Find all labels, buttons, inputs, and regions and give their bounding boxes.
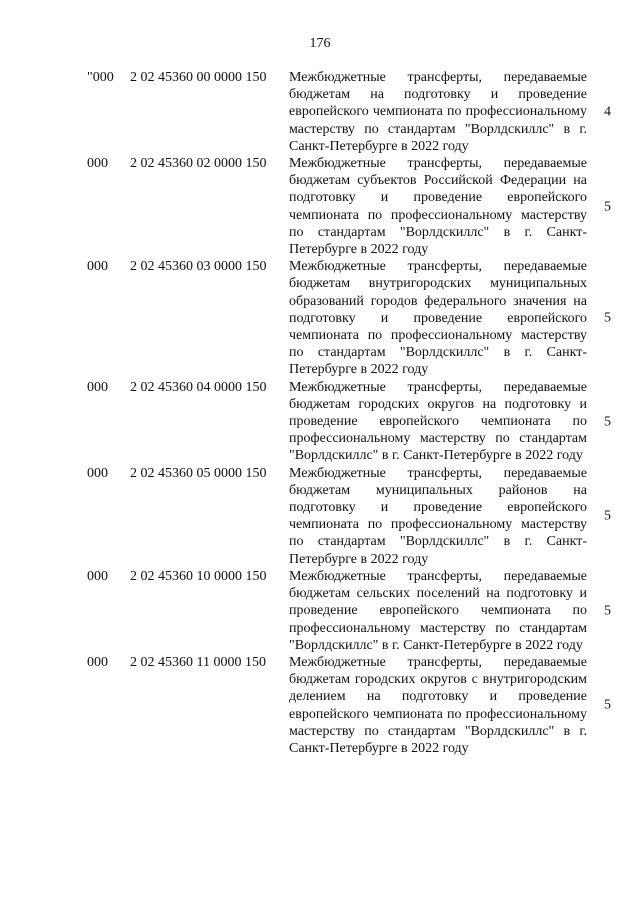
row-description: Межбюджетные трансферты, передаваемые бюджетам на подготовку и проведение европейского чемпионата по профессиональному мастерству по стандартам "Ворлдскиллс" в г. Санкт-Петербурге в 2022 году: [289, 70, 587, 154]
budget-code-table: [0, 69, 640, 757]
row-amount: 5: [604, 508, 611, 524]
table-row: [0, 155, 640, 258]
row-description: Межбюджетные трансферты, передаваемые бюджетам внутригородских муниципальных образований городов федерального значения на подготовку и проведение европейского чемпионата по профессиональному мастерству по стандартам "Ворлдскиллс" в г. Санкт-Петербурге в 2022 году: [289, 259, 587, 378]
row-amount: 5: [604, 414, 611, 430]
row-amount: 5: [604, 198, 611, 214]
table-row: [0, 258, 640, 378]
budget-classification-code: 2 02 45360 00 0000 150: [130, 70, 267, 85]
row-description: Межбюджетные трансферты, передаваемые бюджетам муниципальных районов на подготовку и проведение европейского чемпионата по профессиональному мастерству по стандартам "Ворлдскиллс" в г. Санкт-Петербурге в 2022 году: [289, 465, 587, 567]
table-row: [0, 654, 640, 757]
budget-classification-code: 2 02 45360 10 0000 150: [130, 568, 267, 584]
row-description: Межбюджетные трансферты, передаваемые бюджетам субъектов Российской Федерации на подготовку и проведение европейского чемпионата по профессиональному мастерству по стандартам "Ворлдскиллс" в г. Санкт-Петербурге в 2022 году: [289, 156, 587, 258]
budget-classification-code: 2 02 45360 04 0000 150: [130, 379, 267, 395]
budget-classification-code: 2 02 45360 05 0000 150: [130, 465, 267, 481]
budget-classification-code: 2 02 45360 11 0000 150: [130, 654, 266, 670]
row-description: Межбюджетные трансферты, передаваемые бюджетам городских округов с внутригородским делением на подготовку и проведение европейского чемпионата по профессиональному мастерству по стандартам "Ворлдскиллс" в г. Санкт-Петербурге в 2022 году: [289, 654, 587, 756]
admin-code: 000: [87, 156, 108, 172]
table-row: [0, 379, 640, 465]
admin-code: "000: [87, 70, 114, 85]
budget-classification-code: 2 02 45360 03 0000 150: [130, 259, 267, 275]
budget-classification-code: 2 02 45360 02 0000 150: [130, 156, 267, 172]
row-amount: 5: [604, 310, 611, 326]
admin-code: 000: [87, 259, 108, 275]
table-row: [0, 465, 640, 568]
admin-code: 000: [87, 379, 108, 395]
admin-code: 000: [87, 568, 108, 584]
row-amount: 4: [604, 104, 611, 120]
admin-code: 000: [87, 465, 108, 481]
table-row: [0, 568, 640, 654]
row-amount: 5: [604, 697, 611, 713]
row-description: Межбюджетные трансферты, передаваемые бюджетам городских округов на подготовку и проведение европейского чемпионата по профессиональному мастерству по стандартам "Ворлдскиллс" в г. Санкт-Петербурге в 2022 году: [289, 379, 587, 464]
table-row: [0, 69, 640, 155]
row-amount: 5: [604, 603, 611, 619]
row-description: Межбюджетные трансферты, передаваемые бюджетам сельских поселений на подготовку и проведение европейского чемпионата по профессиональному мастерству по стандартам "Ворлдскиллс" в г. Санкт-Петербурге в 2022 году: [289, 568, 587, 653]
page-number: 176: [309, 36, 331, 51]
admin-code: 000: [87, 654, 108, 670]
